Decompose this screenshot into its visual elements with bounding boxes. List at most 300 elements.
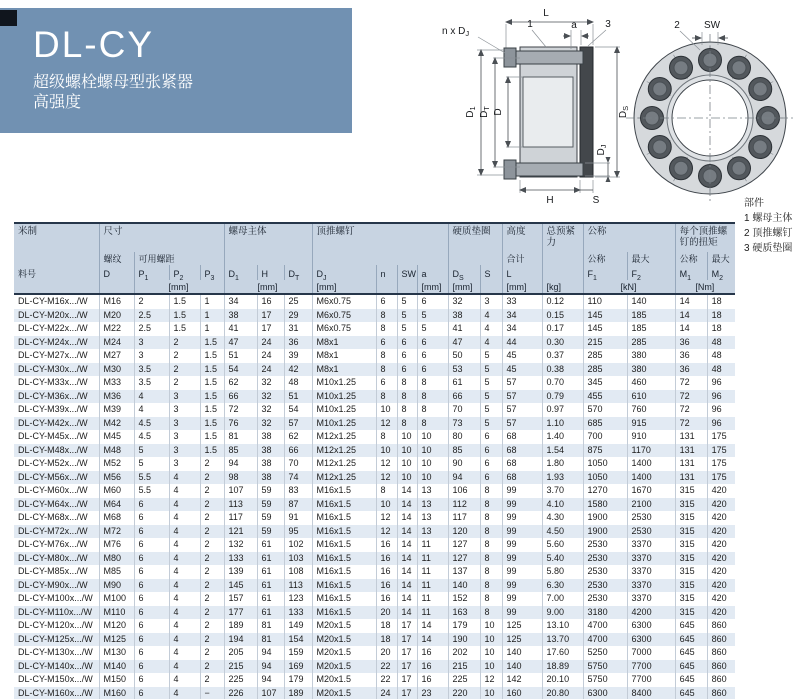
table-cell: 0.70 — [542, 376, 583, 390]
column-header: 螺母主体 — [224, 223, 312, 252]
table-cell: 99 — [502, 565, 542, 579]
table-cell: 14 — [397, 511, 417, 525]
table-cell: 68 — [502, 471, 542, 485]
table-cell: 94 — [224, 457, 257, 471]
table-cell: 20 — [376, 606, 397, 620]
table-cell: 152 — [448, 592, 480, 606]
table-cell: 6 — [134, 538, 169, 552]
table-cell: M33 — [99, 376, 134, 390]
page-title: DL-CY — [33, 24, 155, 65]
table-cell: 17 — [397, 673, 417, 687]
table-cell: 22 — [376, 660, 397, 674]
header-symbol-row — [14, 265, 735, 280]
column-header: [mm] — [224, 280, 312, 294]
table-cell: 4700 — [583, 633, 627, 647]
table-cell: 17 — [257, 322, 284, 336]
table-cell: M16x1.5 — [312, 592, 376, 606]
table-cell: 107 — [224, 484, 257, 498]
table-cell: 9.00 — [542, 606, 583, 620]
table-cell: 90 — [448, 457, 480, 471]
table-cell: 13 — [417, 484, 448, 498]
table-body — [14, 294, 735, 699]
subtitle-line-1: 超级螺栓螺母型张紧器 — [33, 73, 194, 91]
table-cell: M68 — [99, 511, 134, 525]
table-cell: DL-CY-M45x.../W — [18, 431, 88, 441]
table-cell: 14 — [397, 552, 417, 566]
column-header: 每个顶推螺钉的扭矩 — [675, 223, 735, 252]
table-cell: 1.5 — [200, 376, 224, 390]
table-cell: 31 — [284, 322, 312, 336]
table-cell: 1050 — [583, 471, 627, 485]
table-cell: 645 — [675, 619, 707, 633]
table-cell: 17 — [397, 633, 417, 647]
table-row — [14, 294, 735, 309]
table-cell: M20 — [99, 309, 134, 323]
table-cell: 4 — [169, 498, 200, 512]
table-cell: 5.5 — [134, 471, 169, 485]
table-cell: 14 — [397, 592, 417, 606]
table-cell: 54 — [224, 363, 257, 377]
column-header: 螺纹 — [99, 252, 134, 265]
table-cell: M80 — [99, 552, 134, 566]
callout-3-washer: 3 — [605, 19, 611, 30]
table-cell: 72 — [675, 376, 707, 390]
table-cell: DL-CY-M80x.../W — [18, 552, 88, 563]
table-cell: M36 — [99, 390, 134, 404]
table-cell: 66 — [448, 390, 480, 404]
table-cell: 34 — [224, 294, 257, 309]
table-cell: 41 — [448, 322, 480, 336]
table-cell: DL-CY-M42x.../W — [18, 417, 88, 428]
callout-2-jack-screw: 2 — [674, 20, 680, 31]
table-cell: 133 — [224, 552, 257, 566]
table-cell: 11 — [417, 579, 448, 593]
table-cell: DL-CY-M85x.../W — [18, 566, 88, 576]
label-n-x-DJ: n x $D_J$ — [442, 26, 470, 38]
table-cell: 36 — [675, 363, 707, 377]
table-cell: M10x1.25 — [312, 390, 376, 404]
table-cell: DL-CY-M120x.../W — [18, 620, 93, 630]
table-cell: 154 — [284, 633, 312, 647]
table-cell: 10 — [397, 457, 417, 471]
table-cell: 8 — [480, 552, 502, 566]
table-cell: 2 — [200, 673, 224, 687]
table-cell: 3 — [169, 457, 200, 471]
table-cell: 3180 — [583, 606, 627, 620]
table-cell: 2.5 — [134, 309, 169, 323]
column-header: $F_1$ — [583, 265, 627, 280]
table-cell: 16 — [417, 646, 448, 660]
column-header: SW — [397, 265, 417, 280]
table-cell: 5.80 — [542, 565, 583, 579]
table-cell: 6 — [134, 592, 169, 606]
table-cell: 0.97 — [542, 403, 583, 417]
table-cell: 57 — [284, 417, 312, 431]
table-cell: M10x1.25 — [312, 403, 376, 417]
table-cell: 81 — [224, 430, 257, 444]
table-cell: 4 — [169, 592, 200, 606]
table-cell: 6 — [480, 430, 502, 444]
table-cell: 2 — [169, 376, 200, 390]
table-cell: 61 — [257, 538, 284, 552]
table-cell: 45 — [502, 363, 542, 377]
table-cell: 18 — [707, 322, 735, 336]
column-header: 合计 — [502, 252, 542, 265]
table-cell: 94 — [257, 673, 284, 687]
column-header: [mm] — [448, 280, 480, 294]
table-cell: DL-CY-M16x.../W — [18, 296, 88, 306]
table-cell: 12 — [376, 511, 397, 525]
table-cell: 8 — [480, 606, 502, 620]
hard-washer-shape — [580, 47, 593, 177]
dim-label-SW: SW — [703, 20, 721, 31]
table-cell: 8 — [397, 390, 417, 404]
table-cell: 163 — [448, 606, 480, 620]
table-cell: 32 — [257, 390, 284, 404]
table-cell: 1670 — [627, 484, 675, 498]
table-row — [14, 390, 735, 404]
table-cell: 4.5 — [134, 417, 169, 431]
table-cell: 33 — [502, 294, 542, 309]
table-cell: 645 — [675, 687, 707, 699]
table-cell: 6300 — [583, 687, 627, 699]
table-cell: M20x1.5 — [312, 660, 376, 674]
table-cell: 10 — [376, 498, 397, 512]
table-cell: 910 — [627, 430, 675, 444]
table-cell: 121 — [224, 525, 257, 539]
table-cell: 8 — [480, 525, 502, 539]
table-cell: 225 — [448, 673, 480, 687]
table-cell: 2 — [200, 606, 224, 620]
table-cell: 4 — [169, 552, 200, 566]
table-cell: 16 — [376, 552, 397, 566]
table-cell: 96 — [707, 417, 735, 431]
table-row — [14, 403, 735, 417]
table-cell: 4200 — [627, 606, 675, 620]
subtitle-line-2: 高强度 — [33, 93, 82, 111]
table-cell: 2 — [200, 552, 224, 566]
table-cell: 10 — [480, 660, 502, 674]
table-cell: 131 — [675, 457, 707, 471]
table-cell: DL-CY-M68x.../W — [18, 512, 88, 522]
table-cell: 6 — [417, 336, 448, 350]
table-cell: 3370 — [627, 565, 675, 579]
table-cell: 14 — [417, 633, 448, 647]
table-cell: 645 — [675, 646, 707, 660]
table-cell: 1.5 — [200, 444, 224, 458]
dim-label-S: S — [592, 195, 600, 206]
table-cell: 3 — [169, 390, 200, 404]
table-cell: DL-CY-M33x.../W — [18, 377, 88, 387]
table-cell: 108 — [284, 565, 312, 579]
table-cell: DL-CY-M39x.../W — [18, 404, 88, 414]
dim-label-DS: $D_S$ — [618, 105, 630, 119]
table-cell: M16 — [99, 294, 134, 309]
table-cell: M8x1 — [312, 336, 376, 350]
column-header: [mm] — [502, 280, 542, 294]
table-cell: 5.60 — [542, 538, 583, 552]
table-cell: M6x0.75 — [312, 322, 376, 336]
table-cell: DL-CY-M22x.../W — [18, 323, 88, 333]
table-cell: 99 — [502, 538, 542, 552]
table-row — [14, 471, 735, 485]
table-cell: 185 — [627, 322, 675, 336]
table-cell: 61 — [257, 565, 284, 579]
table-cell: 131 — [675, 430, 707, 444]
table-cell: 420 — [707, 565, 735, 579]
table-cell: 6 — [417, 363, 448, 377]
table-cell: 99 — [502, 606, 542, 620]
table-cell: M52 — [99, 457, 134, 471]
table-cell: 315 — [675, 511, 707, 525]
table-cell: 4.10 — [542, 498, 583, 512]
column-header: $D_1$ — [224, 265, 257, 280]
table-cell: 149 — [284, 619, 312, 633]
brand-accent-mark — [0, 10, 17, 26]
table-cell: 179 — [284, 673, 312, 687]
table-row — [14, 498, 735, 512]
table-row — [14, 673, 735, 687]
table-cell: M60 — [99, 484, 134, 498]
table-cell: 2 — [200, 511, 224, 525]
table-cell: 14 — [675, 309, 707, 323]
column-header: [Nm] — [675, 280, 735, 294]
table-cell: 1.5 — [200, 403, 224, 417]
table-cell: − — [200, 687, 224, 699]
table-cell: 10 — [417, 471, 448, 485]
table-cell: 6 — [417, 294, 448, 309]
table-cell: 189 — [224, 619, 257, 633]
table-cell: 20 — [376, 646, 397, 660]
table-cell: 85 — [224, 444, 257, 458]
table-cell: 6 — [376, 294, 397, 309]
table-cell: 285 — [583, 349, 627, 363]
table-cell: 59 — [257, 511, 284, 525]
table-cell: 420 — [707, 606, 735, 620]
table-cell: 17.60 — [542, 646, 583, 660]
table-cell: 18 — [376, 633, 397, 647]
table-cell: 6 — [134, 498, 169, 512]
column-header — [397, 280, 417, 294]
table-cell: 42 — [284, 363, 312, 377]
table-cell: 5 — [480, 403, 502, 417]
table-cell: 4 — [480, 309, 502, 323]
table-cell: 6 — [134, 606, 169, 620]
table-cell: 5 — [480, 376, 502, 390]
table-cell: 137 — [448, 565, 480, 579]
table-cell: 6300 — [627, 633, 675, 647]
table-cell: 117 — [224, 511, 257, 525]
table-cell: 6 — [376, 376, 397, 390]
table-cell: 5 — [397, 322, 417, 336]
column-header: 顶推螺钉 — [312, 223, 448, 252]
table-cell: 2 — [200, 498, 224, 512]
table-cell: 102 — [284, 538, 312, 552]
table-cell: 23 — [417, 687, 448, 699]
column-header: $M_1$ — [675, 265, 707, 280]
table-cell: 215 — [448, 660, 480, 674]
column-header: S — [480, 265, 502, 280]
table-cell: 189 — [284, 687, 312, 699]
table-cell: 68 — [502, 430, 542, 444]
table-cell: M30 — [99, 363, 134, 377]
table-cell: 99 — [502, 484, 542, 498]
table-cell: 2530 — [627, 511, 675, 525]
table-cell: 1400 — [627, 457, 675, 471]
column-header: 公称 — [583, 252, 627, 265]
column-header: $P_1$ — [134, 265, 169, 280]
table-cell: 220 — [448, 687, 480, 699]
table-cell: DL-CY-M30x.../W — [18, 363, 88, 374]
table-cell: 645 — [675, 633, 707, 647]
table-cell: 133 — [284, 606, 312, 620]
table-cell: M16x1.5 — [312, 484, 376, 498]
table-cell: 3 — [169, 444, 200, 458]
column-header: 高度 — [502, 223, 542, 252]
table-cell: 61 — [257, 579, 284, 593]
table-cell: 8 — [417, 390, 448, 404]
table-cell: 48 — [707, 363, 735, 377]
table-cell: 34 — [502, 322, 542, 336]
table-row — [14, 565, 735, 579]
table-cell: 20.10 — [542, 673, 583, 687]
table-cell: 59 — [257, 525, 284, 539]
table-cell: 6 — [397, 349, 417, 363]
table-cell: 4 — [169, 619, 200, 633]
table-cell: 2 — [200, 592, 224, 606]
table-row — [14, 336, 735, 350]
table-cell: 4 — [134, 403, 169, 417]
table-cell: 29 — [284, 309, 312, 323]
jack-screw-bottom-head — [504, 160, 516, 179]
table-cell: 0.30 — [542, 336, 583, 350]
table-row — [14, 417, 735, 431]
table-cell: 190 — [448, 633, 480, 647]
table-cell: 4 — [169, 511, 200, 525]
table-cell: 61 — [257, 592, 284, 606]
table-cell: 2530 — [583, 538, 627, 552]
table-cell: 11 — [417, 606, 448, 620]
table-cell: M20x1.5 — [312, 646, 376, 660]
table-cell: 4 — [169, 673, 200, 687]
table-cell: 202 — [448, 646, 480, 660]
table-cell: 99 — [502, 498, 542, 512]
table-cell: 380 — [627, 349, 675, 363]
table-cell: DL-CY-M36x.../W — [18, 390, 88, 401]
table-cell: 16 — [376, 565, 397, 579]
table-cell: 1.5 — [200, 417, 224, 431]
table-cell: 13 — [417, 525, 448, 539]
table-cell: M20x1.5 — [312, 633, 376, 647]
table-cell: 18 — [376, 619, 397, 633]
table-cell: 1.93 — [542, 471, 583, 485]
table-cell: 48 — [707, 336, 735, 350]
section-view — [442, 8, 630, 206]
table-cell: 3370 — [627, 552, 675, 566]
table-cell: 4 — [169, 646, 200, 660]
table-cell: 169 — [284, 660, 312, 674]
table-row — [14, 484, 735, 498]
table-cell: 62 — [224, 376, 257, 390]
header-group-row — [14, 223, 735, 252]
table-cell: 6 — [480, 444, 502, 458]
table-cell: 315 — [675, 565, 707, 579]
table-cell: 3 — [134, 349, 169, 363]
table-cell: DL-CY-M150x.../W — [18, 674, 93, 684]
table-cell: 8 — [376, 430, 397, 444]
table-cell: 13.70 — [542, 633, 583, 647]
table-cell: 16 — [417, 673, 448, 687]
table-cell: 4.5 — [134, 430, 169, 444]
table-cell: 4 — [169, 538, 200, 552]
table-cell: 73 — [448, 417, 480, 431]
table-cell: 6 — [134, 687, 169, 699]
table-cell: 17 — [257, 309, 284, 323]
table-cell: DL-CY-M140x.../W — [18, 660, 93, 671]
table-cell: 17 — [397, 619, 417, 633]
table-cell: 145 — [224, 579, 257, 593]
table-cell: 420 — [707, 579, 735, 593]
table-cell: 36 — [675, 336, 707, 350]
table-cell: 24 — [257, 349, 284, 363]
table-cell: M90 — [99, 579, 134, 593]
table-cell: DL-CY-M48x.../W — [18, 444, 88, 455]
table-cell: 39 — [284, 349, 312, 363]
table-cell: 0.17 — [542, 322, 583, 336]
table-cell: 85 — [448, 444, 480, 458]
table-cell: 6 — [134, 579, 169, 593]
table-cell: 62 — [284, 430, 312, 444]
table-cell: M160 — [99, 687, 134, 699]
table-cell: 14 — [417, 619, 448, 633]
table-cell: 3 — [169, 430, 200, 444]
table-cell: 8 — [417, 376, 448, 390]
table-cell: 4 — [169, 606, 200, 620]
table-cell: 6 — [417, 349, 448, 363]
table-cell: 3.5 — [134, 363, 169, 377]
table-cell: 72 — [224, 403, 257, 417]
table-cell: 0.37 — [542, 349, 583, 363]
table-cell: M76 — [99, 538, 134, 552]
table-cell: 915 — [627, 417, 675, 431]
table-cell: 99 — [502, 592, 542, 606]
table-cell: 131 — [675, 471, 707, 485]
table-cell: M130 — [99, 646, 134, 660]
table-cell: M12x1.25 — [312, 444, 376, 458]
table-cell: 14 — [397, 498, 417, 512]
table-cell: 123 — [284, 592, 312, 606]
table-cell: 175 — [707, 471, 735, 485]
table-cell: 1.5 — [200, 430, 224, 444]
table-cell: 72 — [675, 390, 707, 404]
table-cell: M8x1 — [312, 349, 376, 363]
table-cell: 1050 — [583, 457, 627, 471]
table-cell: 68 — [502, 444, 542, 458]
table-cell: M24 — [99, 336, 134, 350]
table-cell: 11 — [417, 538, 448, 552]
table-cell: 24 — [257, 336, 284, 350]
table-cell: M72 — [99, 525, 134, 539]
table-cell: 10 — [417, 444, 448, 458]
table-cell: DL-CY-M100x.../W — [18, 593, 93, 603]
table-cell: 6 — [480, 457, 502, 471]
parts-legend — [744, 196, 792, 256]
table-cell: 1270 — [583, 484, 627, 498]
column-header: $M_2$ — [707, 265, 735, 280]
table-row — [14, 592, 735, 606]
table-cell: 103 — [284, 552, 312, 566]
table-cell: M16x1.5 — [312, 538, 376, 552]
